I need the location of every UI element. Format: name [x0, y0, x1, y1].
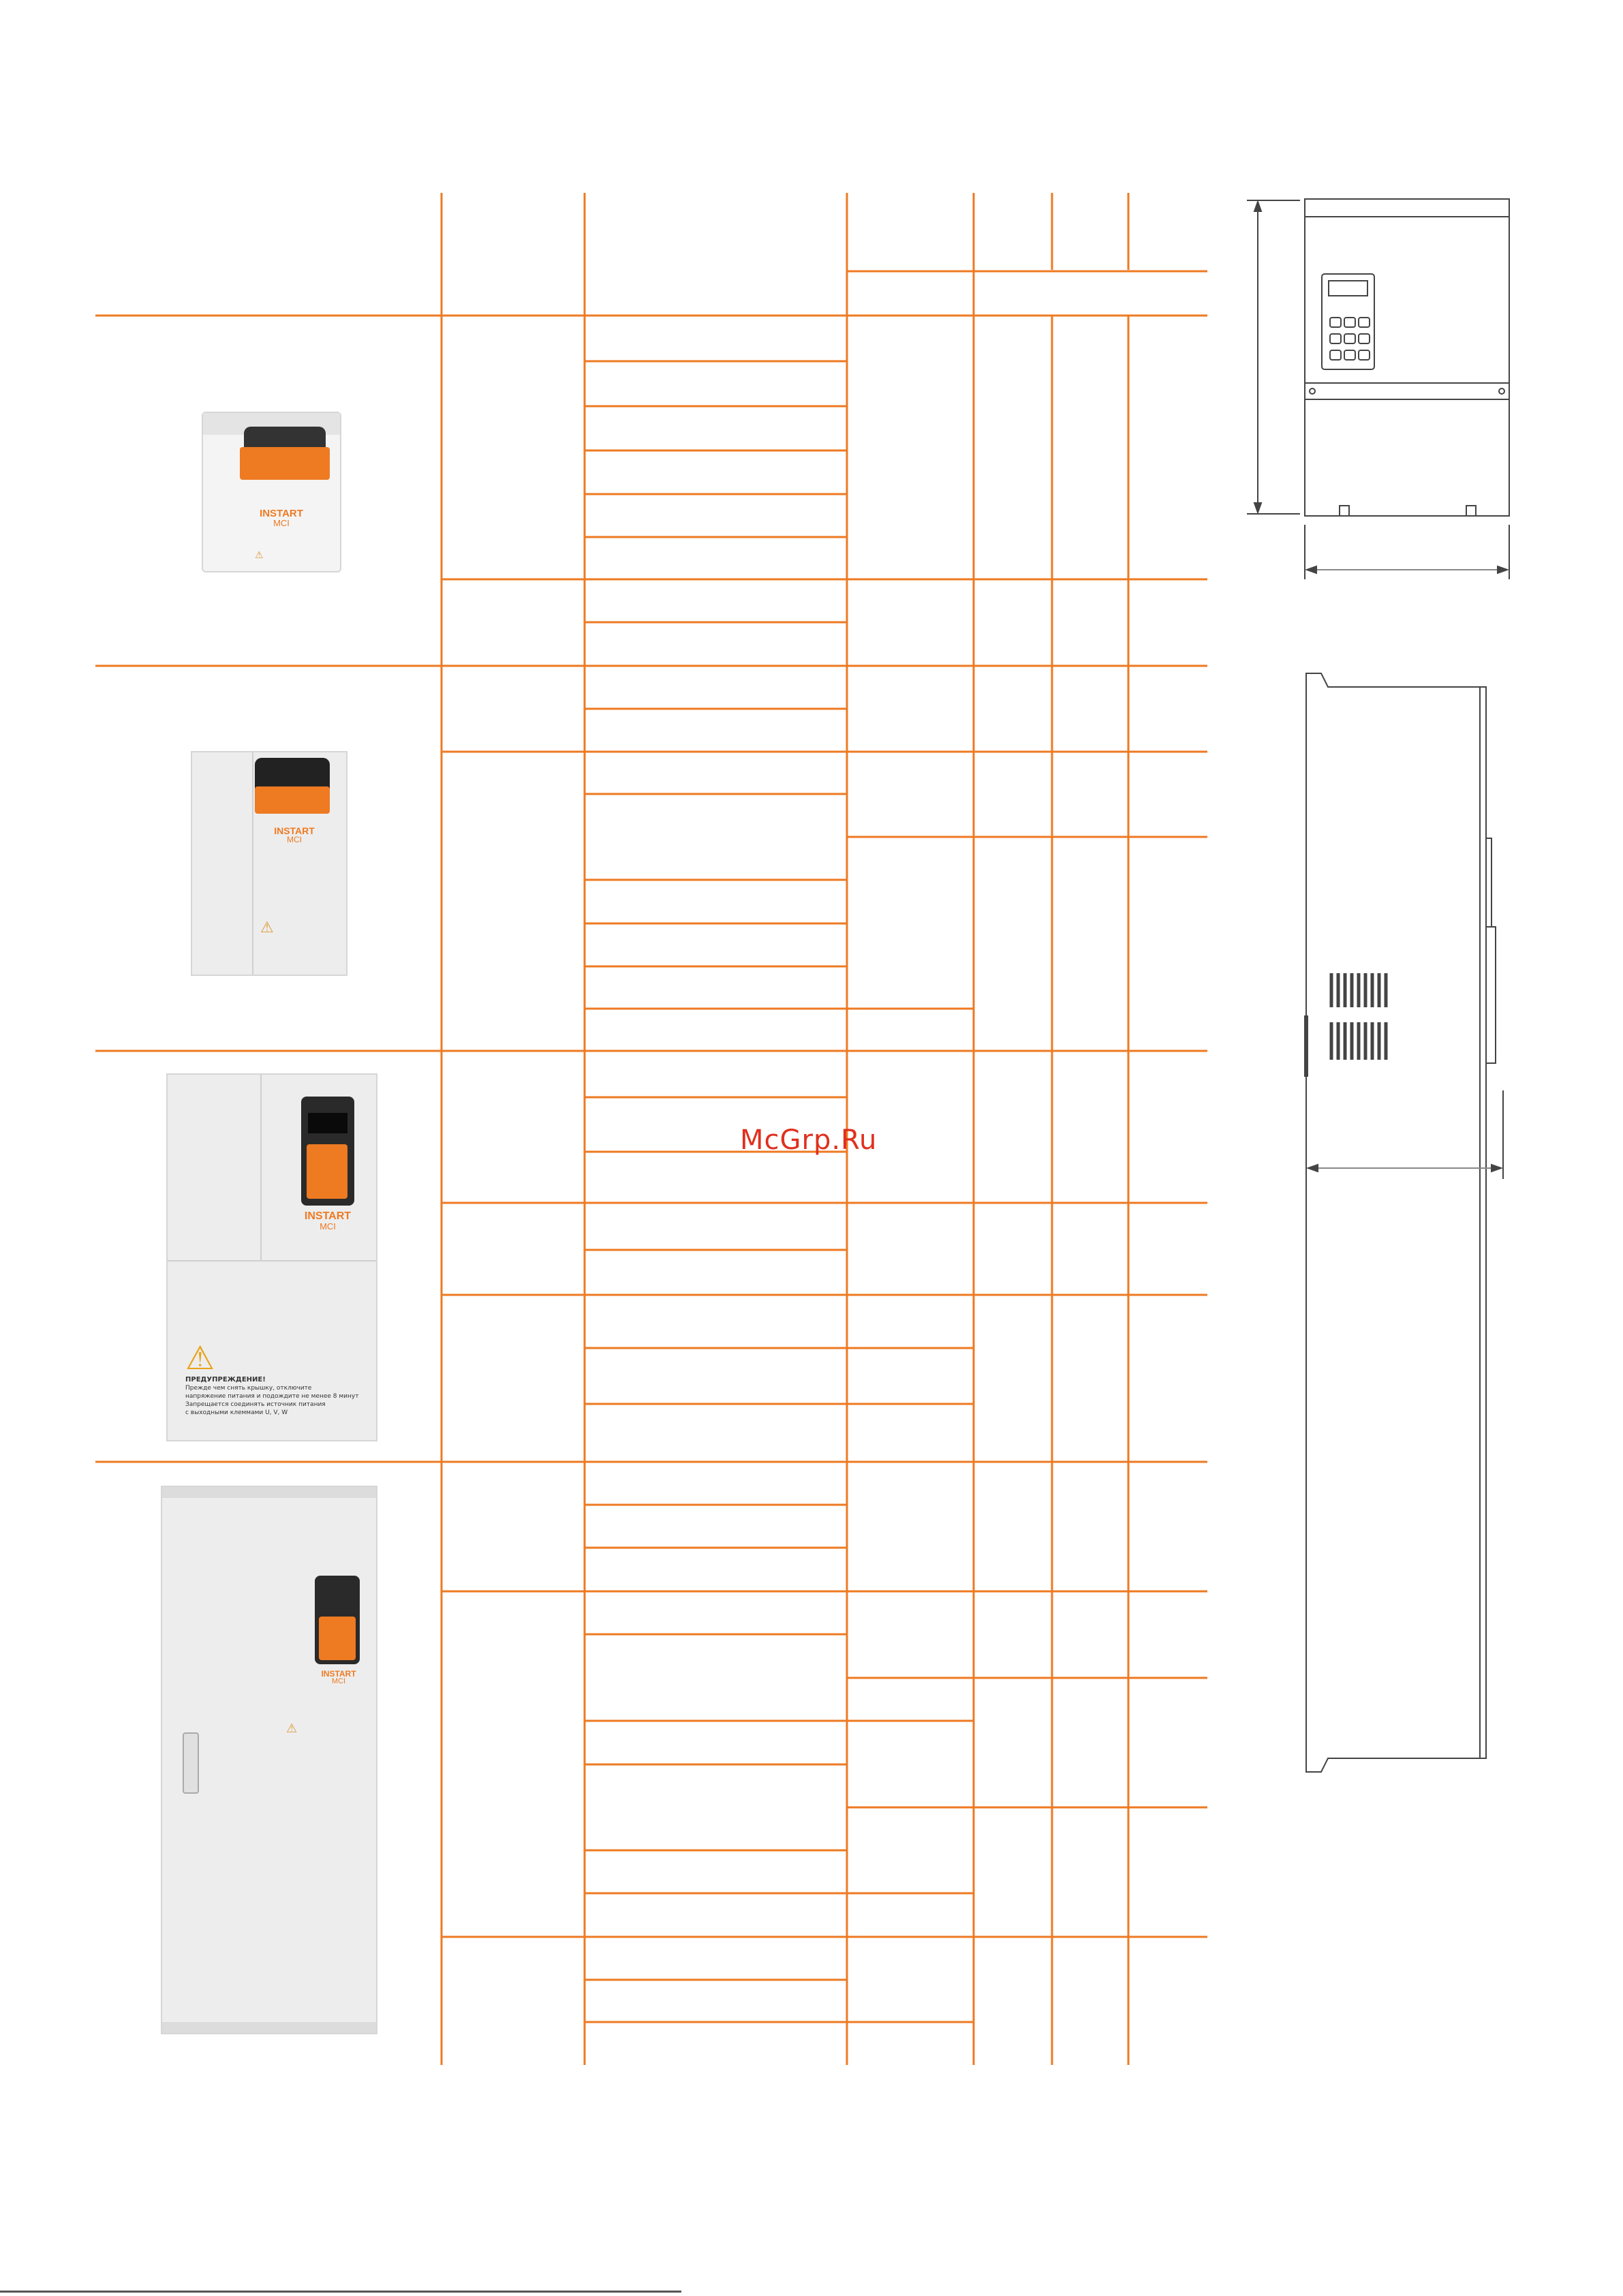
orange-keypad [255, 786, 330, 814]
warning-icon: ⚠ [286, 1721, 298, 1735]
orange-keypad [240, 447, 330, 480]
front-view-drawing [1247, 199, 1509, 579]
warning-label [185, 1376, 369, 1417]
logo-text: INSTART [304, 1210, 352, 1222]
door-handle [183, 1732, 199, 1794]
display-screen [308, 1113, 347, 1133]
logo-text: INSTART [260, 508, 303, 519]
warning-line-1: Прежде чем снять крышку, отключите [185, 1385, 312, 1392]
warning-line-3: Запрещается соединять источник питания [185, 1401, 326, 1408]
logo [260, 826, 328, 844]
logo-text: INSTART [321, 1669, 356, 1679]
warning-title: ПРЕДУПРЕЖДЕНИЕ! [185, 1376, 266, 1383]
logo-text: INSTART [274, 825, 315, 836]
bottom-cap [162, 2022, 376, 2033]
watermark: McGrp.Ru [740, 1124, 878, 1156]
series-text: MCI [287, 835, 302, 844]
key-orange [319, 1617, 356, 1660]
warning-icon: ⚠ [255, 549, 264, 560]
logo [308, 1670, 369, 1685]
keypad [301, 1097, 354, 1206]
series-text: MCI [320, 1221, 336, 1231]
product-image-3 [166, 1073, 377, 1441]
series-text: MCI [273, 518, 290, 528]
top-cap [162, 1487, 376, 1498]
product-image-2 [191, 751, 347, 976]
left-panel-edge [252, 752, 253, 975]
logo [294, 1211, 362, 1231]
logo [251, 508, 312, 527]
warning-line-4: с выходными клеммами U, V, W [185, 1409, 288, 1416]
keypad [315, 1576, 360, 1664]
cover-divider [260, 1075, 262, 1260]
series-text: MCI [331, 1677, 346, 1685]
product-image-4 [161, 1486, 377, 2034]
warning-icon: ⚠ [185, 1341, 215, 1377]
footer-rule [0, 2291, 681, 2293]
side-view-drawing [1306, 673, 1503, 1772]
product-image-1 [202, 412, 341, 572]
warning-line-2: напряжение питания и подождите не менее 8 минут [185, 1393, 359, 1400]
key-orange-1 [307, 1144, 347, 1199]
warning-icon: ⚠ [260, 919, 274, 936]
